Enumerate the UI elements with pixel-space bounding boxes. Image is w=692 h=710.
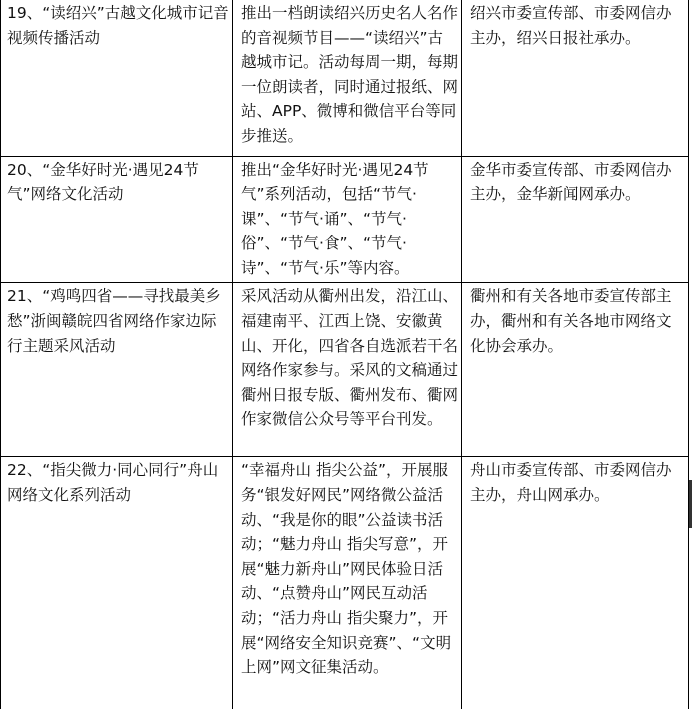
activity-content-cell [233,156,462,283]
activity-content-cell [233,0,462,156]
activity-name: 21、“鸡鸣四省——寻找最美乡愁”浙闽赣皖四省网络作家边际行主题采风活动 [7,287,221,355]
activity-content-cell [233,457,462,709]
activity-name: 19、“读绍兴”古越文化城市记音视频传播活动 [7,4,229,47]
activity-organizer: 绍兴市委宣传部、市委网信办主办，绍兴日报社承办。 [470,4,672,47]
activity-organizer: 舟山市委宣传部、市委网信办主办，舟山网承办。 [470,461,672,505]
activity-organizer-cell [462,457,689,709]
activity-organizer: 衢州和有关各地市委宣传部主办，衢州和有关各地市网络文化协会承办。 [470,287,672,355]
activity-content: 推出“金华好时光·遇见24节气”系列活动，包括“节气·课”、“节气·诵”、“节气·俗”、“节气·食”、“节气·诗”、“节气·乐”等内容。 [241,160,429,277]
activity-name: 20、“金华好时光·遇见24节气”网络文化活动 [7,160,199,204]
table-row [1,156,689,283]
activity-content: 推出一档朗读绍兴历史名人名作的音视频节目——“读绍兴”古越城市记。活动每周一期，每期一位朗读者，同时通过报纸、网站、APP、微博和微信平台等同步推送。 [241,4,459,145]
activity-content-cell [233,283,462,457]
activity-content: “幸福舟山 指尖公益”，开展服务“银发好网民”网络微公益活动、“我是你的眼”公益读书活动；“魅力舟山 指尖写意”，开展“魅力新舟山”网民体验日活动、“点赞舟山”网民互动活动；“活力舟山 指尖聚力”，开展“网络安全知识竞赛”、“文明上网”网文征集活动。 [241,461,452,677]
activity-organizer-cell [462,283,689,457]
activity-name-cell [1,283,233,457]
activity-organizer: 金华市委宣传部、市委网信办主办，金华新闻网承办。 [470,160,672,204]
activity-organizer-cell [462,156,689,283]
activity-name-cell [1,457,233,709]
table-row [1,0,689,156]
activity-organizer-cell [462,0,689,156]
table-row [1,457,689,709]
activity-name: 22、“指尖微力·同心同行”舟山网络文化系列活动 [7,461,219,505]
table-row [1,283,689,457]
activity-name-cell [1,156,233,283]
activity-name-cell [1,0,233,156]
activity-content: 采风活动从衢州出发，沿江山、福建南平、江西上饶、安徽黄山、开化，四省各自选派若干名网络作家参与。采风的文稿通过衢州日报专版、衢州发布、衢网作家微信公众号等平台刊发。 [241,287,459,429]
